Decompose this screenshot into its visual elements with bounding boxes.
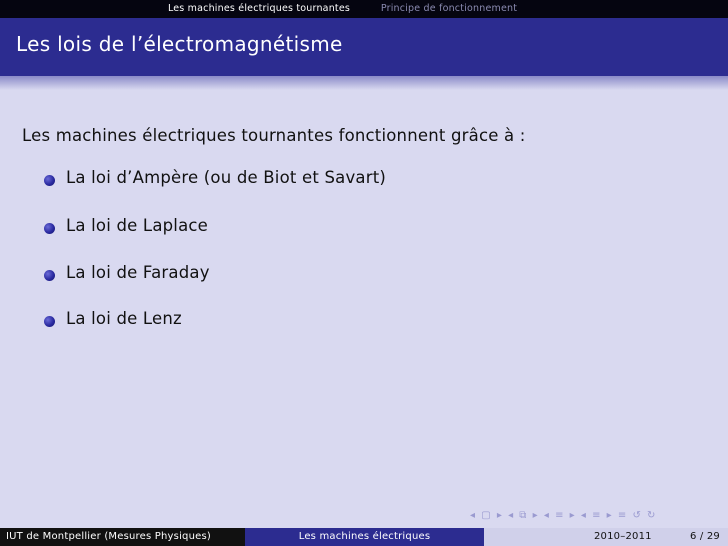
nav-prev-slide-icon[interactable]: ◂ bbox=[470, 510, 476, 521]
nav-document-icon[interactable]: ≡ bbox=[617, 510, 627, 521]
nav-next-section-icon[interactable]: ▸ bbox=[606, 510, 612, 521]
nav-forward-icon[interactable]: ↻ bbox=[647, 510, 656, 521]
nav-next-frame-icon[interactable]: ▸ bbox=[532, 510, 538, 521]
nav-section-icon[interactable]: ≡ bbox=[592, 510, 601, 521]
nav-frame-icon[interactable]: ⧉ bbox=[519, 510, 527, 521]
footer-right bbox=[484, 528, 728, 546]
bullet-icon bbox=[44, 175, 55, 186]
nav-next-slide-icon[interactable]: ▸ bbox=[496, 510, 502, 521]
bullet-icon bbox=[44, 223, 55, 234]
footer-page-number: 6 / 29 bbox=[689, 531, 720, 542]
intro-text: Les machines électriques tournantes fonctionnent grâce à : bbox=[22, 126, 526, 145]
nav-prev-section-icon[interactable]: ◂ bbox=[580, 510, 586, 521]
footer-short-title: Les machines électriques bbox=[245, 528, 484, 546]
nav-prev-frame-icon[interactable]: ◂ bbox=[508, 510, 514, 521]
frame-title-bar bbox=[0, 18, 728, 76]
list-item: La loi d’Ampère (ou de Biot et Savart) bbox=[66, 168, 387, 187]
nav-prev-subsection-icon[interactable]: ◂ bbox=[543, 510, 549, 521]
beamer-navigation-symbols bbox=[470, 510, 658, 524]
nav-next-subsection-icon[interactable]: ▸ bbox=[569, 510, 575, 521]
title-shadow bbox=[0, 76, 728, 90]
list-item: La loi de Laplace bbox=[66, 216, 209, 235]
bullet-icon bbox=[44, 316, 55, 327]
frame-title: Les lois de l’électromagnétisme bbox=[16, 32, 343, 56]
nav-subsection-icon[interactable]: ≡ bbox=[555, 510, 564, 521]
nav-back-icon[interactable]: ↺ bbox=[632, 510, 641, 521]
list-item: La loi de Faraday bbox=[66, 263, 210, 282]
list-item: La loi de Lenz bbox=[66, 309, 182, 328]
bullet-icon bbox=[44, 270, 55, 281]
footer-date: 2010–2011 bbox=[594, 531, 652, 542]
footer-bar bbox=[0, 528, 728, 546]
footer-institution: IUT de Montpellier (Mesures Physiques) bbox=[0, 528, 245, 546]
section-link-inactive[interactable]: Principe de fonctionnement bbox=[380, 3, 518, 14]
section-navigation-bar bbox=[0, 0, 728, 18]
section-link-active[interactable]: Les machines électriques tournantes bbox=[167, 3, 351, 14]
nav-slide-icon[interactable]: ▢ bbox=[481, 510, 491, 521]
